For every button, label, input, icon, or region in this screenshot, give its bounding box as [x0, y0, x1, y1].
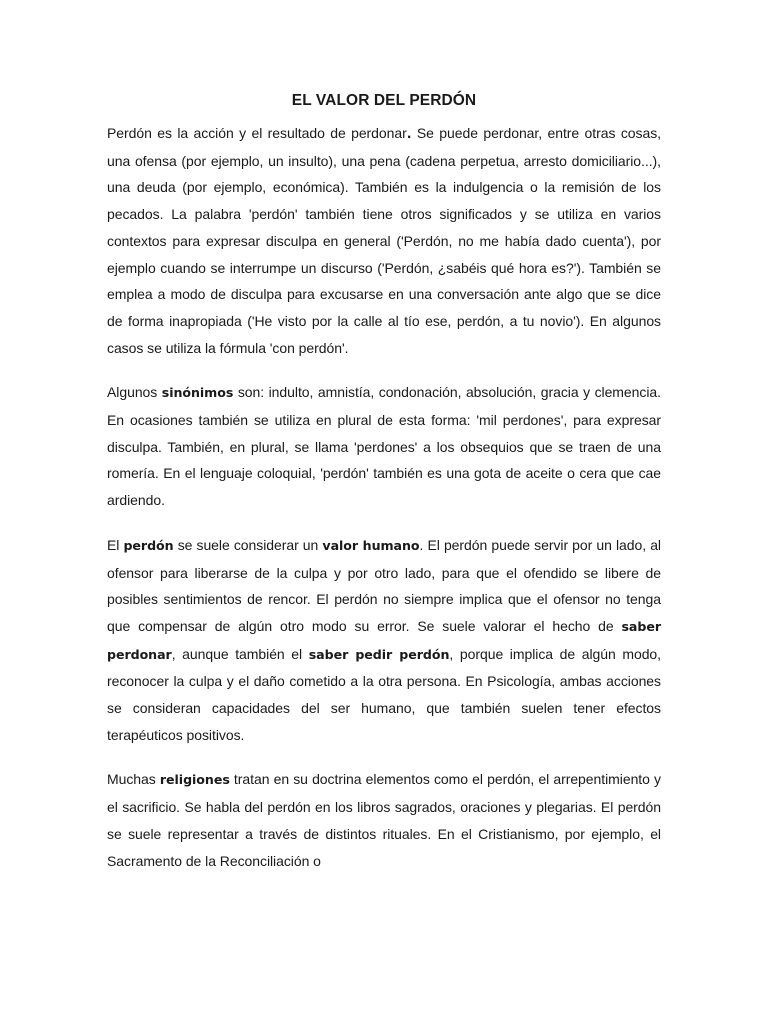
keyword-sinonimos: sinónimos — [161, 385, 234, 401]
document-page — [107, 92, 661, 892]
paragraph-text: Se puede perdonar, entre otras cosas, una ofensa (por ejemplo, un insulto), una pena (cadena perpetua, arresto domiciliario...), una deuda (por ejemplo, económica). También es la indulgencia o la remisión de los pecados. La palabra 'perdón' también tiene otros significados y se utiliza en varios contextos para expresar disculpa en general ('Perdón, no me había dado cuenta'), por ejemplo cuando se interrumpe un discurso ('Perdón, ¿sabéis qué hora es?'). También se emplea a modo de disculpa para excusarse en una conversación ante algo que se dice de forma inapropiada ('He visto por la calle al tío ese, perdón, a tu novio'). En algunos casos se utiliza la fórmula 'con perdón'. — [107, 125, 661, 356]
paragraph-1 — [107, 120, 661, 361]
paragraph-text: tratan en su doctrina elementos como el perdón, el arrepentimiento y el sacrificio. Se habla del perdón en los libros sagrados, oraciones y plegarias. El perdón se suele representar a través de distintos rituales. En el Cristianismo, por ejemplo, el Sacramento de la Reconciliación o — [107, 771, 661, 869]
paragraph-text: se suele considerar un — [173, 536, 323, 553]
keyword-perdon: perdón — [123, 537, 174, 553]
keyword-religiones: religiones — [159, 772, 230, 788]
paragraph-text: Perdón es la acción y el resultado de perdonar — [107, 125, 407, 141]
keyword-valor-humano: valor humano — [322, 537, 420, 553]
keyword-saber-pedir-perdon: saber pedir perdón — [308, 646, 450, 662]
paragraph-text: son: indulto, amnistía, condonación, absolución, gracia y clemencia. En ocasiones también se utiliza en plural de esta forma: 'mil perdones', para expresar disculpa. También, en plural, se llama 'perdones' a los obsequios que se traen de una romería. En el lenguaje coloquial, 'perdón' también es una gota de aceite o cera que cae ardiendo. — [107, 384, 661, 509]
keyword-saber-perdonar: saber perdonar — [107, 618, 661, 662]
paragraph-bold-text: . — [406, 126, 412, 141]
paragraph-text: Muchas — [107, 771, 160, 788]
paragraph-text: Algunos — [107, 384, 162, 401]
paragraph-2 — [107, 379, 661, 514]
paragraph-text: El — [107, 536, 124, 553]
document-title: EL VALOR DEL PERDÓN — [291, 92, 477, 109]
paragraph-3 — [107, 532, 661, 749]
paragraph-text: , porque implica de algún modo, reconocer la culpa y el daño cometido a la otra persona. En Psicología, ambas acciones se consideran capacidades del ser humano, que también suelen tener efectos terapéuticos positivos. — [107, 645, 662, 743]
paragraph-text: , aunque también el — [171, 645, 309, 662]
paragraph-4 — [107, 766, 661, 874]
paragraph-text: . El perdón puede servir por un lado, al ofensor para liberarse de la culpa y por otro lado, para que el ofendido se libere de posibles sentimientos de rencor. El perdón no siempre implica que el ofensor no tenga que compensar de algún otro modo su error. Se suele valorar el hecho de — [107, 536, 661, 634]
